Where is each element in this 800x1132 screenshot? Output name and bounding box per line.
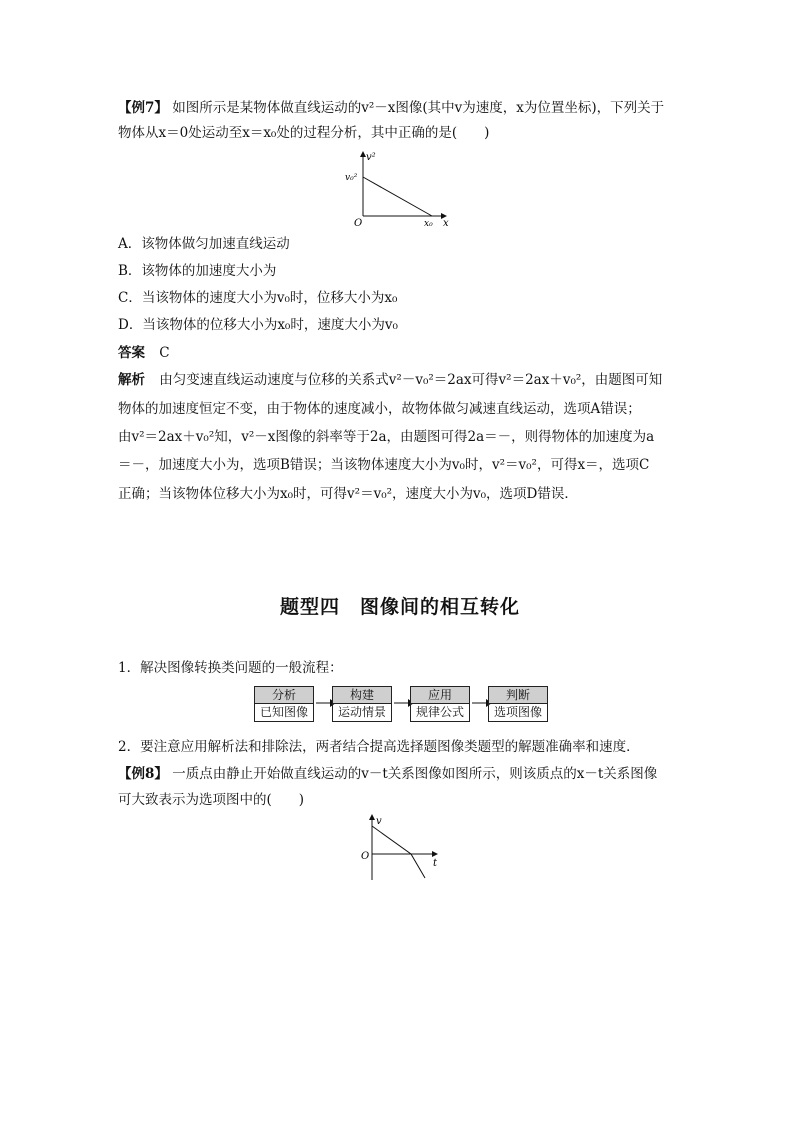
graph-line <box>372 826 425 878</box>
flow-step-apply <box>410 686 470 722</box>
y-axis-label: v <box>376 816 382 827</box>
analysis-label: 解析 <box>118 372 145 388</box>
graph-line <box>363 177 432 216</box>
origin-label: O <box>354 218 363 229</box>
v-t-graph <box>355 812 450 884</box>
flow-step-bottom: 规律公式 <box>415 705 464 719</box>
analysis-text1: 由匀变速直线运动速度与位移的关系式v²－v₀²＝2ax可得v²＝2ax＋v₀²，由题图可知 <box>159 372 663 388</box>
point2: 2．要注意应用解析法和排除法，两者结合提高选择题图像类题型的解题准确率和速度． <box>118 739 640 755</box>
y-tick-label: v₀² <box>345 173 358 183</box>
x-axis-label: x <box>443 218 449 229</box>
y-axis-label: v² <box>366 152 376 163</box>
flow-step-top: 分析 <box>255 687 313 704</box>
x-tick-label: x₀ <box>424 219 433 229</box>
flow-step-bottom: 选项图像 <box>493 705 542 719</box>
analysis-line4: ＝－，加速度大小为，选项B错误；当该物体速度大小为v₀时，v²＝v₀²，可得x＝，选项C <box>118 457 650 473</box>
flow-step-top: 应用 <box>411 687 469 704</box>
flow-step-top: 判断 <box>489 687 547 704</box>
option-b: B．该物体的加速度大小为 <box>118 263 277 279</box>
option-a: A．该物体做匀加速直线运动 <box>118 236 290 252</box>
example8-line1 <box>118 765 657 783</box>
flow-step-bottom: 运动情景 <box>337 705 386 719</box>
analysis-line3: 由v²＝2ax＋v₀²知，v²－x图像的斜率等于2a，由题图可得2a＝－，则得物体的加速度为a <box>118 429 655 445</box>
flow-step-bottom: 已知图像 <box>259 705 308 719</box>
answer-value: C <box>159 345 170 361</box>
x-axis-label: t <box>433 858 438 869</box>
point1: 1．解决图像转换类问题的一般流程： <box>118 660 343 676</box>
answer-label: 答案 <box>118 345 145 361</box>
origin-label: O <box>361 851 370 862</box>
example7-tag: 【例7】 <box>118 100 168 116</box>
v2-x-graph <box>340 148 460 230</box>
example8-text1: 一质点由静止开始做直线运动的v－t关系图像如图所示，则该质点的x－t关系图像 <box>172 766 658 782</box>
flow-step-top: 构建 <box>333 687 391 704</box>
answer-line <box>118 344 170 362</box>
example7-line1 <box>118 99 664 117</box>
option-d: D．当该物体的位移大小为x₀时，速度大小为v₀ <box>118 317 398 333</box>
analysis-line1 <box>118 371 662 389</box>
section-title: 题型四 图像间的相互转化 <box>279 596 520 618</box>
flow-step-judge <box>488 686 548 722</box>
flow-step-construct <box>332 686 392 722</box>
example7-line2: 物体从x＝0处运动至x＝x₀处的过程分析，其中正确的是( ) <box>118 125 490 141</box>
analysis-line5: 正确；当该物体位移大小为x₀时，可得v²＝v₀²，速度大小为v₀，选项D错误． <box>118 486 578 502</box>
example7-text1: 如图所示是某物体做直线运动的v²－x图像(其中v为速度，x为位置坐标)，下列关于 <box>172 100 665 116</box>
example8-line2: 可大致表示为选项图中的( ) <box>118 792 305 808</box>
example8-tag: 【例8】 <box>118 766 168 782</box>
option-c: C．当该物体的速度大小为v₀时，位移大小为x₀ <box>118 290 398 306</box>
flow-step-analyze <box>254 686 314 722</box>
analysis-line2: 物体的加速度恒定不变，由于物体的速度减小，故物体做匀减速直线运动，选项A错误； <box>118 401 641 417</box>
